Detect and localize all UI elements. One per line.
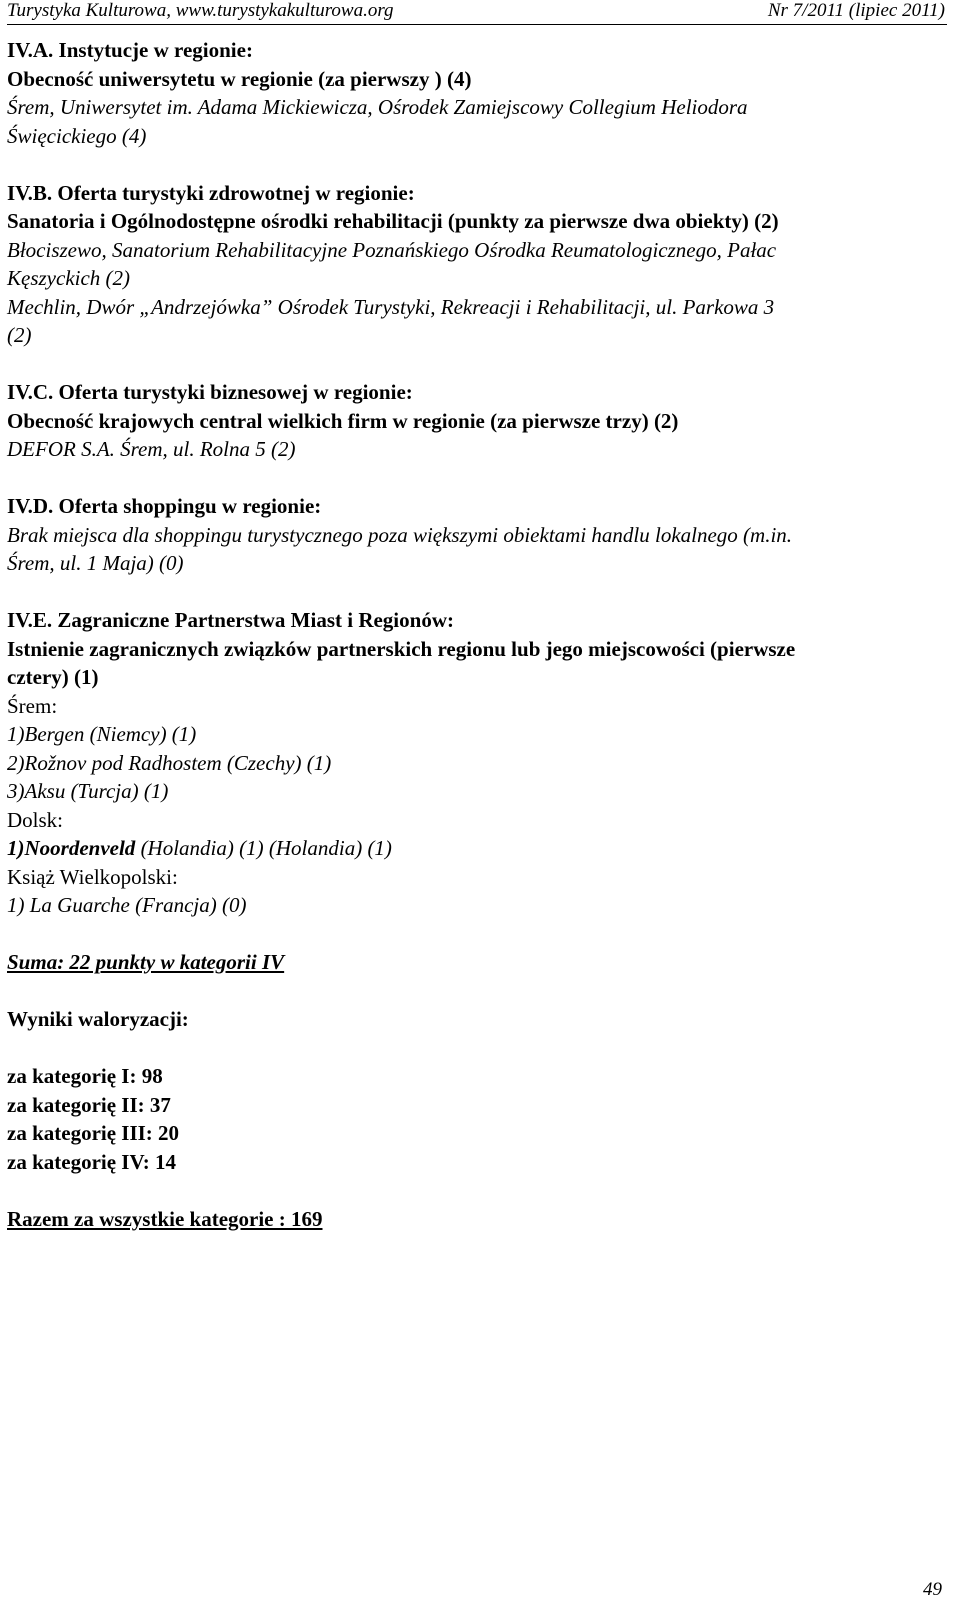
partner-la-guarche: 1) La Guarche (Francja) (0) bbox=[7, 893, 247, 917]
section-title-iv-d: IV.D. Oferta shoppingu w regionie: bbox=[7, 494, 322, 518]
issue-number: Nr 7/2011 (lipiec 2011) bbox=[767, 0, 945, 21]
entry-university: Śrem, Uniwersytet im. Adama Mickiewicza, Ośrodek Zamiejscowy Collegium Heliodora bbox=[7, 95, 748, 119]
document-body bbox=[7, 36, 952, 1233]
result-category-2: za kategorię II: 37 bbox=[7, 1092, 171, 1117]
category-sum: Suma: 22 punkty w kategorii IV bbox=[7, 950, 285, 974]
section-title-iv-c: IV.C. Oferta turystyki biznesowej w regionie: bbox=[7, 380, 413, 404]
entry-blociszewo: Błociszewo, Sanatorium Rehabilitacyjne Poznańskiego Ośrodka Reumatologicznego, Pałac bbox=[7, 237, 777, 262]
page-number: 49 bbox=[923, 1579, 942, 1600]
town-dolsk: Dolsk: bbox=[7, 807, 64, 832]
entry-university-cont: Święcickiego (4) bbox=[7, 123, 147, 148]
criterion-sanatoria: Sanatoria i Ogólnodostępne ośrodki rehabilitacji (punkty za pierwsze dwa obiekty) (2) bbox=[7, 209, 779, 233]
entry-blociszewo-cont: Kęszyckich (2) bbox=[7, 266, 131, 290]
entry-shopping-cont: Śrem, ul. 1 Maja) (0) bbox=[7, 551, 184, 575]
result-category-3: za kategorię III: 20 bbox=[7, 1121, 180, 1145]
result-category-1: za kategorię I: 98 bbox=[7, 1064, 163, 1088]
criterion-partnerships: Istnienie zagranicznych związków partnerskich regionu lub jego miejscowości (pierwsze bbox=[7, 636, 796, 661]
partner-noordenveld bbox=[7, 834, 952, 863]
section-title-iv-b: IV.B. Oferta turystyki zdrowotnej w regionie: bbox=[7, 180, 415, 205]
entry-shopping: Brak miejsca dla shoppingu turystycznego poza większymi obiektami handlu lokalnego (m.in. bbox=[7, 522, 793, 547]
criterion-university: Obecność uniwersytetu w regionie (za pierwszy ) (4) bbox=[7, 66, 472, 91]
partner-noordenveld-name: 1)Noordenveld bbox=[7, 836, 136, 860]
partner-aksu: 3)Aksu (Turcja) (1) bbox=[7, 779, 169, 803]
results-title: Wyniki waloryzacji: bbox=[7, 1007, 189, 1031]
criterion-partnerships-cont: cztery) (1) bbox=[7, 665, 99, 689]
partner-noordenveld-rest: (Holandia) (1) (Holandia) (1) bbox=[135, 836, 392, 860]
result-category-4: za kategorię IV: 14 bbox=[7, 1149, 176, 1174]
running-header bbox=[7, 0, 947, 25]
entry-defor: DEFOR S.A. Śrem, ul. Rolna 5 (2) bbox=[7, 437, 296, 461]
section-title-iv-a: IV.A. Instytucje w regionie: bbox=[7, 38, 253, 62]
partner-roznov: 2)Rožnov pod Radhostem (Czechy) (1) bbox=[7, 750, 332, 775]
criterion-business: Obecność krajowych central wielkich firm w regionie (za pierwsze trzy) (2) bbox=[7, 408, 679, 433]
town-srem: Śrem: bbox=[7, 693, 58, 718]
entry-mechlin-cont: (2) bbox=[7, 323, 32, 347]
partner-bergen: 1)Bergen (Niemcy) (1) bbox=[7, 722, 197, 746]
total-score: Razem za wszystkie kategorie : 169 bbox=[7, 1206, 323, 1231]
entry-mechlin: Mechlin, Dwór „Andrzejówka” Ośrodek Turystyki, Rekreacji i Rehabilitacji, ul. Parkowa 3 bbox=[7, 294, 775, 319]
section-title-iv-e: IV.E. Zagraniczne Partnerstwa Miast i Regionów: bbox=[7, 608, 454, 632]
town-ksiaz: Książ Wielkopolski: bbox=[7, 864, 178, 889]
journal-title: Turystyka Kulturowa, www.turystykakulturowa.org bbox=[7, 0, 394, 21]
